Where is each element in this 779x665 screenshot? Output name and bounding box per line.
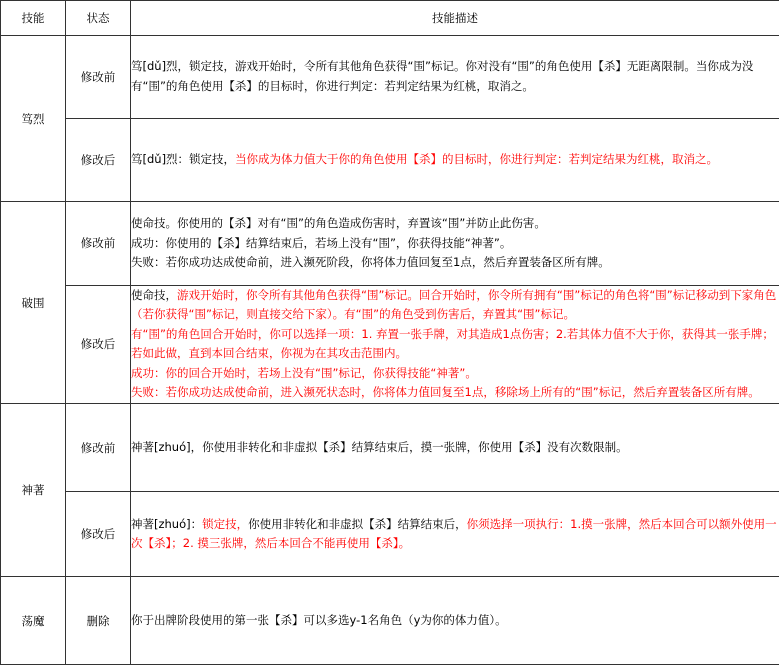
description-line [131,383,779,403]
changed-text: 你须选择一项执行：1.摸一张牌，然后本回合可以额外使用一次【杀】；2. 摸三张牌，然后本回合不能再使用【杀】。 [131,516,777,551]
description-text: 你于出牌阶段使用的第一张【杀】可以多选y-1名角色（y为你的体力值）。 [131,612,507,627]
table-row [1,36,779,119]
description-line [131,234,779,254]
skill-status: 修改后 [66,491,131,577]
skill-description [131,491,779,577]
description-text: 使命技。你使用的【杀】对有“围”的角色造成伤害时，弃置该“围”并防止此伤害。 [131,216,546,231]
description-text: 你使用非转化和非虚拟【杀】结算结束后， [248,516,467,531]
description-line [131,515,779,554]
skill-name: 神著 [1,404,66,577]
description-line [131,438,779,458]
description-text: 神著[zhuó]： [131,516,203,531]
description-line [131,611,779,631]
changed-text: 当你成为体力值大于你的角色使用【杀】的目标时，你进行判定：若判定结果为红桃，取消之。 [235,152,719,167]
skill-name: 笃烈 [1,36,66,202]
description-line [131,286,779,325]
skill-status: 修改后 [66,285,131,404]
skill-status: 删除 [66,577,131,665]
skill-description [131,202,779,286]
table-header-row [1,1,779,36]
changed-text: 游戏开始时，你令所有其他角色获得“围”标记。回合开始时，你令所有拥有“围”标记的角色将“围”标记移动到下家角色（若你获得“围”标记，则直接交给下家）。有“围”的角色受到伤害后，弃置其“围”标记。 [131,287,777,322]
description-line [131,325,779,364]
header-description: 技能描述 [131,1,779,36]
table-row [1,577,779,665]
header-skill: 技能 [1,1,66,36]
changed-text: 失败：若你成功达成使命前，进入濒死状态时，你将体力值回复至1点，移除场上所有的“围”标记，然后弃置装备区所有牌。 [131,385,760,400]
table-row [1,404,779,492]
table-row [1,118,779,202]
skill-description [131,118,779,202]
skill-description [131,577,779,665]
description-line [131,150,779,170]
description-line [131,253,779,273]
changed-text: 成功：你的回合开始时，若场上没有“围”标记，你获得技能“神著”。 [131,365,477,380]
table-row [1,491,779,577]
skill-status: 修改前 [66,202,131,286]
table-row [1,285,779,404]
skill-description [131,404,779,492]
skill-description [131,285,779,404]
description-line [131,364,779,384]
description-line [131,214,779,234]
skill-description [131,36,779,119]
table-row [1,202,779,286]
description-text: 使命技， [131,287,177,302]
description-text: 神著[zhuó]，你使用非转化和非虚拟【杀】结算结束后，摸一张牌，你使用【杀】没有次数限制。 [131,439,628,454]
description-text: 失败：若你成功达成使命前，进入濒死阶段，你将体力值回复至1点，然后弃置装备区所有牌。 [131,255,610,270]
description-text: 笃[dǔ]烈，锁定技，游戏开始时，令所有其他角色获得“围”标记。你对没有“围”的角色使用【杀】无距离限制。当你成为没有“围”的角色使用【杀】的目标时，你进行判定：若判定结果为红桃，取消之。 [131,59,754,93]
skill-status: 修改后 [66,118,131,202]
description-text: 笃[dǔ]烈：锁定技， [131,152,236,167]
skill-name: 荡魔 [1,577,66,665]
changed-text: 有“围”的角色回合开始时，你可以选择一项：1. 弃置一张手牌，对其造成1点伤害；2.若其体力值不大于你，获得其一张手牌；若如此做，直到本回合结束，你视为在其攻击范围内。 [131,326,774,361]
description-text: 成功：你使用的【杀】结算结束后，若场上没有“围”，你获得技能“神著”。 [131,235,512,250]
skill-name: 破围 [1,202,66,404]
description-line [131,57,779,96]
changed-text: 锁定技， [202,516,249,531]
skill-status: 修改前 [66,36,131,119]
skill-status: 修改前 [66,404,131,492]
header-status: 状态 [66,1,131,36]
